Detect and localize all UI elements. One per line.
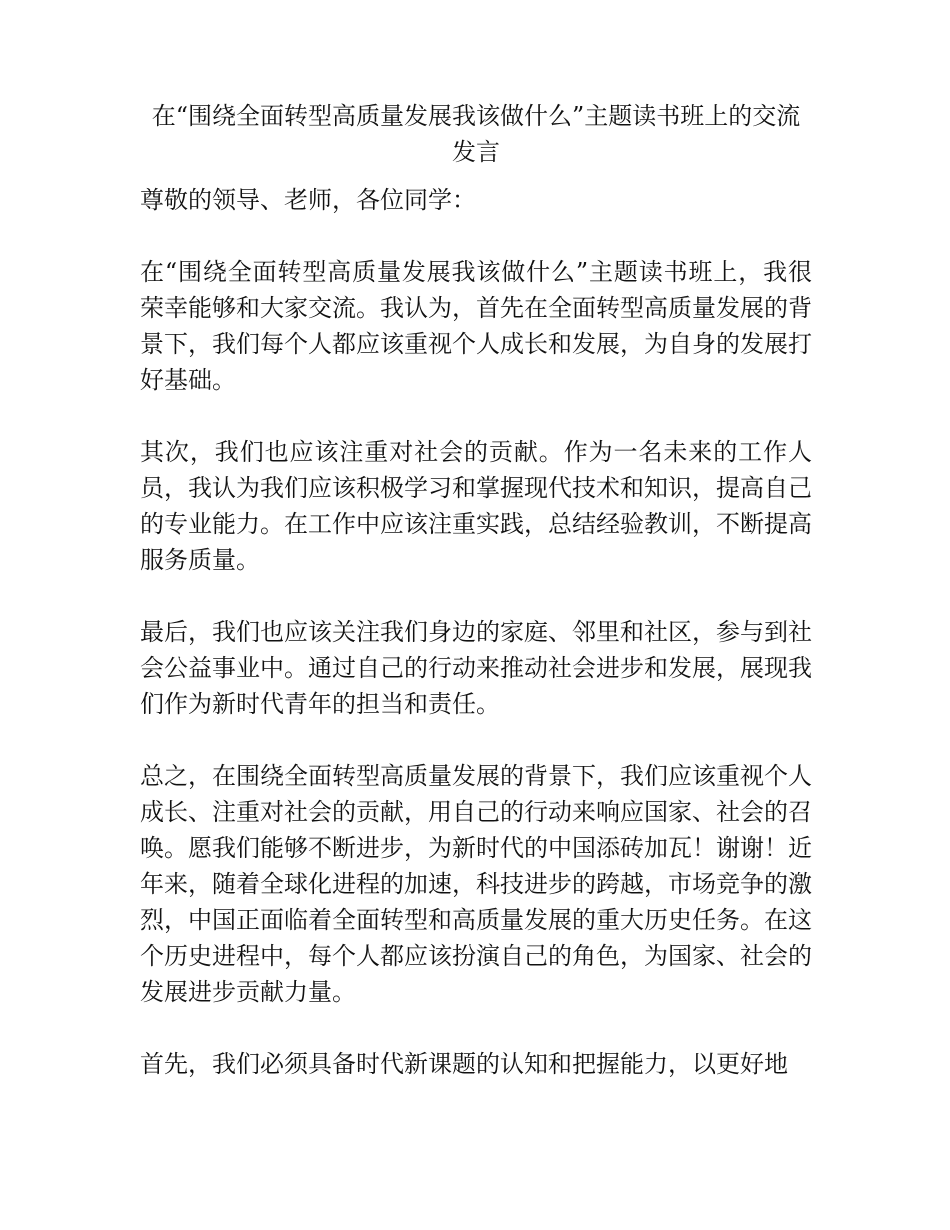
paragraph-1: 在“围绕全面转型高质量发展我该做什么”主题读书班上，我很荣幸能够和大家交流。我认为，首先在全面转型高质量发展的背景下，我们每个人都应该重视个人成长和发展，为自身的发展打好基础。 xyxy=(140,258,812,394)
paragraph-3: 最后，我们也应该关注我们身边的家庭、邻里和社区，参与到社会公益事业中。通过自己的行动来推动社会进步和发展，展现我们作为新时代青年的担当和责任。 xyxy=(140,618,812,718)
paragraph-5: 首先，我们必须具备时代新课题的认知和把握能力，以更好地 xyxy=(140,1050,788,1078)
paragraph-4: 总之，在围绕全面转型高质量发展的背景下，我们应该重视个人成长、注重对社会的贡献，用自己的行动来响应国家、社会的召唤。愿我们能够不断进步，为新时代的中国添砖加瓦！谢谢！近年来，随着全球化进程的加速，科技进步的跨越，市场竞争的激烈，中国正面临着全面转型和高质量发展的重大历史任务。在这个历史进程中，每个人都应该扮演自己的角色，为国家、社会的发展进步贡献力量。 xyxy=(140,762,812,1006)
document-title: 在“围绕全面转型高质量发展我该做什么”主题读书班上的交流 发言 xyxy=(151,102,801,166)
salutation: 尊敬的领导、老师，各位同学： xyxy=(140,186,476,214)
paragraph-2: 其次，我们也应该注重对社会的贡献。作为一名未来的工作人员，我认为我们应该积极学习和掌握现代技术和知识，提高自己的专业能力。在工作中应该注重实践，总结经验教训，不断提高服务质量。 xyxy=(140,438,812,574)
document-page xyxy=(140,98,812,1118)
